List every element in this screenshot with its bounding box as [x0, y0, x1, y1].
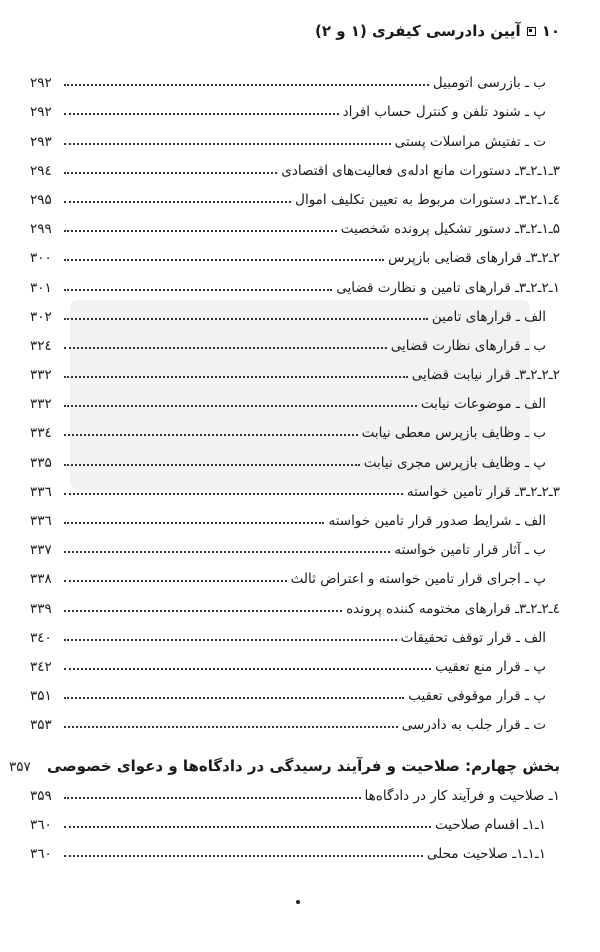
- toc-entry-title: ۲ـ۲ـ۲ـ۳ـ قرار نیابت قضایی: [411, 367, 560, 384]
- toc-entry-title: ب ـ قرارهای نظارت قضایی: [390, 337, 546, 354]
- toc-entry[interactable]: [30, 62, 560, 91]
- toc-entry-page: ۳۳۵: [30, 454, 52, 471]
- toc-entry[interactable]: [30, 471, 560, 500]
- table-of-contents: [9, 62, 560, 863]
- toc-entry[interactable]: [30, 804, 560, 833]
- toc-entry-title: پ ـ قرار منع تعقیب: [435, 658, 546, 675]
- toc-entry-title: ب ـ وظایف بازپرس معطی نیابت: [361, 425, 546, 442]
- toc-entry[interactable]: [30, 179, 560, 208]
- toc-entry-title: ت ـ قرار جلب به دادرسی: [401, 717, 546, 734]
- toc-entry-title: پ ـ شنود تلفن و کنترل حساب افراد: [342, 104, 546, 121]
- toc-entry-page: ۳۳٦: [30, 483, 52, 500]
- leader-dots: [64, 667, 431, 670]
- leader-dots: [64, 317, 428, 320]
- toc-entry[interactable]: [30, 441, 560, 470]
- toc-entry[interactable]: [30, 617, 560, 646]
- toc-entry-page: ۳۳٦: [30, 513, 52, 529]
- toc-entry[interactable]: [30, 558, 560, 587]
- leader-dots: [64, 796, 361, 799]
- leader-dots: [64, 171, 277, 174]
- leader-dots: [64, 492, 403, 495]
- section-heading-entry[interactable]: [9, 745, 560, 775]
- toc-entry[interactable]: [30, 325, 560, 354]
- toc-entry-title: ۵ـ۱ـ۲ـ۳ـ دستور تشکیل پرونده شخصیت: [340, 221, 560, 238]
- toc-entry[interactable]: [30, 354, 560, 383]
- section-heading-title: بخش چهارم: صلاحیت و فرآیند رسیدگی در دادگاه‌ها و دعوای خصوصی: [47, 756, 560, 775]
- leader-dots: [64, 112, 339, 115]
- toc-entry-page: ۲۹۳: [30, 133, 52, 150]
- toc-entry-title: الف ـ موضوعات نیابت: [420, 396, 546, 413]
- toc-entry-title: ۳ـ۲ـ۲ـ۳ـ قرار تامین خواسته: [406, 483, 560, 500]
- toc-entry-page: ۳۲٤: [30, 337, 52, 354]
- leader-dots: [64, 696, 404, 699]
- leader-dots: [64, 854, 423, 857]
- header-page-number: ۱۰: [541, 22, 560, 40]
- page-footer-dot: [296, 900, 300, 904]
- toc-entry-title: ت ـ تفتیش مراسلات پستی: [394, 133, 546, 150]
- toc-entry-title: ۱ـ۲ـ۲ـ۳ـ قرارهای تامین و نظارت قضایی: [336, 279, 560, 296]
- toc-entry-title: ۱ـ۱ـ اقسام صلاحیت: [435, 816, 546, 833]
- toc-entry-title: پ ـ اجرای قرار تامین خواسته و اعتراض ثالث: [290, 571, 546, 588]
- leader-dots: [64, 433, 358, 436]
- leader-dots: [64, 579, 287, 582]
- leader-dots: [64, 638, 397, 641]
- leader-dots: [64, 375, 408, 378]
- leader-dots: [64, 463, 360, 466]
- toc-entry-title: ۱ـ۱ـ۱ـ صلاحیت محلی: [426, 846, 546, 863]
- toc-entry-page: ۲۹٤: [30, 162, 52, 179]
- toc-entry-page: ۳۳۲: [30, 367, 52, 384]
- toc-entry[interactable]: [30, 646, 560, 675]
- toc-entry-page: ۳٤۰: [30, 629, 52, 646]
- toc-entry-page: ۳۰۲: [30, 308, 52, 325]
- toc-entry-page: ۳٤۲: [30, 658, 52, 675]
- toc-entry-page: ۲۹۲: [30, 104, 52, 121]
- toc-entry[interactable]: [30, 150, 560, 179]
- toc-entry[interactable]: [30, 587, 560, 616]
- toc-entry-title: ٤ـ۲ـ۲ـ۳ـ قرارهای مختومه کننده پرونده: [346, 600, 560, 617]
- toc-entry[interactable]: [30, 383, 560, 412]
- toc-entry-title: ٤ـ۱ـ۲ـ۳ـ دستورات مربوط به تعیین تکلیف اموال: [295, 191, 560, 208]
- toc-entry-page: ۳۰۰: [30, 250, 52, 267]
- square-bullet-icon: [527, 27, 536, 36]
- toc-entry-page: ۳۳٤: [30, 425, 52, 442]
- section-heading-page: ۳۵۷: [9, 758, 31, 775]
- toc-entry[interactable]: [30, 675, 560, 704]
- toc-entry-title: پ ـ وظایف بازپرس مجری نیابت: [363, 454, 546, 471]
- leader-dots: [64, 229, 337, 232]
- toc-entry[interactable]: [30, 704, 560, 733]
- toc-entry-title: ب ـ بازرسی اتومبیل: [432, 75, 546, 92]
- leader-dots: [64, 521, 324, 524]
- toc-entry-title: الف ـ شرایط صدور قرار تامین خواسته: [328, 513, 546, 529]
- toc-entry-page: ۳۳۸: [30, 571, 52, 588]
- toc-entry-title: الف ـ قرار توقف تحقیقات: [400, 629, 546, 646]
- toc-entry-title: ۱ـ صلاحیت و فرآیند کار در دادگاه‌ها: [364, 787, 560, 804]
- leader-dots: [64, 725, 398, 728]
- toc-entry[interactable]: [30, 237, 560, 266]
- toc-entry-page: ۳٦۰: [30, 846, 52, 863]
- toc-entry-title: ب ـ آثار قرار تامین خواسته: [394, 542, 546, 559]
- toc-entry-page: ۲۹۹: [30, 221, 52, 238]
- toc-entry-page: ۲۹۲: [30, 75, 52, 92]
- toc-entry[interactable]: [30, 500, 560, 529]
- toc-entry[interactable]: [30, 296, 560, 325]
- leader-dots: [64, 258, 384, 261]
- leader-dots: [64, 288, 332, 291]
- running-header: [315, 22, 560, 40]
- leader-dots: [64, 404, 417, 407]
- toc-entry[interactable]: [30, 208, 560, 237]
- toc-entry-page: ۳٦۰: [30, 816, 52, 833]
- leader-dots: [64, 825, 431, 828]
- leader-dots: [64, 550, 390, 553]
- header-book-title: آیین دادرسی کیفری (۱ و ۲): [314, 22, 521, 40]
- leader-dots: [64, 83, 429, 86]
- toc-entry[interactable]: [30, 120, 560, 149]
- leader-dots: [64, 609, 342, 612]
- toc-entry-page: ۲۹۵: [30, 191, 52, 208]
- toc-entry[interactable]: [30, 529, 560, 558]
- toc-entry-title: ۳ـ۱ـ۲ـ۳ـ دستورات مانع ادله‌ی فعالیت‌های اقتصادی: [281, 162, 560, 179]
- toc-entry-page: ۳۵۹: [30, 787, 52, 804]
- leader-dots: [64, 200, 291, 203]
- toc-entry-page: ۳۳۹: [30, 600, 52, 617]
- leader-dots: [64, 346, 387, 349]
- toc-entry-page: ۳۵۳: [30, 717, 52, 734]
- toc-entry[interactable]: [30, 775, 560, 804]
- toc-entry[interactable]: [30, 91, 560, 120]
- toc-entry-page: ۳۳۲: [30, 396, 52, 413]
- toc-entry-title: الف ـ قرارهای تامین: [431, 308, 546, 325]
- toc-entry[interactable]: [30, 833, 560, 862]
- toc-entry-title: پ ـ قرار موقوفی تعقیب: [408, 688, 546, 705]
- toc-entry[interactable]: [30, 412, 560, 441]
- toc-entry-title: ۲ـ۲ـ۳ـ قرارهای قضایی بازپرس: [388, 250, 560, 267]
- toc-entry-page: ۳۳۷: [30, 542, 52, 559]
- leader-dots: [64, 142, 391, 145]
- toc-entry-page: ۳۰۱: [30, 279, 52, 296]
- toc-entry-page: ۳۵۱: [30, 688, 52, 705]
- toc-entry[interactable]: [30, 266, 560, 295]
